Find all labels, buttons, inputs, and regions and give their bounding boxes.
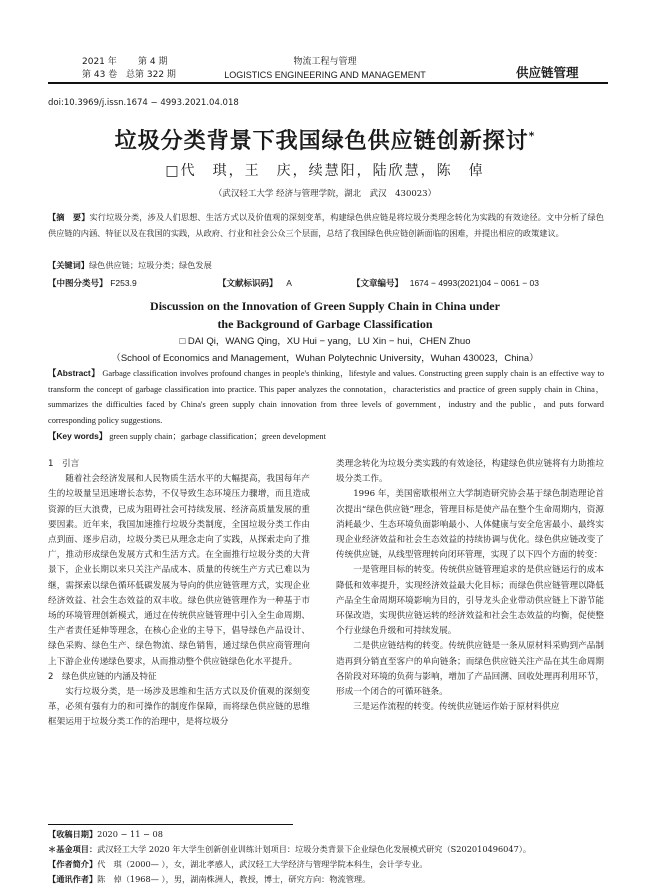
authors-cn: □代 琪，王 庆，续慧阳，陆欣慧，陈 倬 [165,163,485,179]
body-paragraph: 类理念转化为垃圾分类实践的有效途径，构建绿色供应链将有力助推垃圾分类工作。 [336,459,604,485]
body-paragraph: 1996 年，美国密歇根州立大学制造研究协会基于绿色制造理论首次提出“绿色供应链”理念，管理目标是使产品在整个生命周期内，资源消耗最少、生态环境负面影响最小、人体健康与安全危害最小、最终实现企业经济效益和社会生态效益的持续协调与优化。绿色供应链改变了传统供应链，从线型管理转向闭环管理，实现了以下四个方面的转变： [336,489,604,561]
received-label: 【收稿日期】 [48,829,98,839]
title-cn [0,124,650,155]
corr-label: 【通讯作者】 [48,874,98,884]
fund-label: ＊基金项目： [48,844,98,854]
abstract-en-text: Garbage classification involves profound changes in people's thinking，lifestyle and values. Constructing green supply chain is an effective way to transform the concept of garbage classification into practice. This paper analyzes the connotation，characteristics and practice of green supply chain in China，summarizes the difficulties faced by China's green supply chain innovation from three levels of government，industry and the public，and puts forward corresponding policy suggestions. [48,369,605,425]
doc-code-value: A [286,278,292,288]
clc-label: 【中图分类号】 [48,279,108,289]
body-right-column [336,457,604,715]
article-no-value: 1674 − 4993(2021)04 − 0061 − 03 [409,278,539,288]
meta-doc-code [218,277,292,289]
section-heading-1: 1 引言 [48,459,80,469]
keywords-cn-label: 【关键词】 [48,260,89,270]
keywords-en-label: 【Key words】 [48,431,108,441]
body-paragraph: 随着社会经济发展和人民物质生活水平的大幅提高，我国每年产生的垃圾量呈迅速增长态势，不仅导致生态环境压力骤增，而且造成资源的巨大浪费，已成为阻碍社会可持续发展、经济高质量发展的重要因素。近年来，我国加速推行垃圾分类制度，全国垃圾分类工作由点到面、逐步启动，垃圾分类已从理念走向了实践，从探索走向了推广，推动形成绿色发展方式和生活方式。在全面推行垃圾分类的大背景下，企业长期以来只关注产品成本、质量的传统生产方式已难以为继，需探索以绿色循环低碳发展为导向的供应链管理方式，实现企业经济效益、社会生态效益的双丰收。绿色供应链管理作为一种基于市场的环境管理创新模式，通过在传统供应链管理中引入全生命周期、生产者责任延伸等理念，在核心企业的主导下，倡导绿色产品设计、绿色采购、绿色生产、绿色物流、绿色销售，通过绿色供应商管理向上下游企业传递绿色要求，从而推动整个供应链绿色化水平提升。 [48,474,310,667]
title-en-line1: Discussion on the Innovation of Green Supply Chain in China under [150,299,500,313]
keywords-cn [48,258,604,274]
body-left-column [48,457,310,731]
body-paragraph: 一是管理目标的转变。传统供应链管理追求的是供应链运行的成本降低和效率提升，实现经济效益最大化目标；而绿色供应链管理以降低产品全生命周期环境影响为目的，引导龙头企业带动供应链上下游节能环保改造，实现供应链运转的经济效益和社会生态效益的均衡，促使整个行业绿色升级和可持续发展。 [336,565,604,637]
section-label: 供应链管理 [516,65,579,80]
fund-text: 武汉轻工大学 2020 年大学生创新创业训练计划项目：垃圾分类背景下企业绿色化发展模式研究（S202010496047）。 [97,844,532,854]
author-label: 【作者简介】 [48,859,98,869]
footnote-rule [48,824,293,825]
body-paragraph: 二是供应链结构的转变。传统供应链是一条从原材料采购到产品制造再到分销直至客户的单向链条；而绿色供应链关注产品在其生命周期各阶段对环境的负荷与影响，增加了产品回溯、回收处理再利用环节，形成一个闭合的可循环链条。 [336,641,604,698]
journal-name-cn: 物流工程与管理 [293,57,357,67]
header-total-issue: 总第 322 期 [126,70,176,80]
doc-code-label: 【文献标识码】 [218,279,278,289]
title-en-line2: the Background of Garbage Classification [217,317,433,331]
footnote-fund [48,842,604,857]
title-footnote-mark: * [528,129,536,143]
header-year: 2021 年 [82,57,117,67]
abstract-en-label: 【Abstract】 [48,368,100,378]
section-heading-2: 2 绿色供应链的内涵及特征 [48,671,157,682]
affiliation-en: （School of Economics and Management，Wuhan Polytechnic University，Wuhan 430023，China） [111,353,539,364]
corr-text: 陈 倬（1968— ），男，湖南株洲人，教授，博士，研究方向：物流管理。 [97,874,371,884]
received-date: 2020 − 11 − 08 [97,829,163,839]
keywords-en-text: green supply chain；garbage classification；green development [107,432,326,441]
authors-en: □ DAI Qi，WANG Qing，XU Hui − yang，LU Xin − hui，CHEN Zhuo [179,336,471,347]
journal-name-en: LOGISTICS ENGINEERING AND MANAGEMENT [224,70,426,80]
header-issue: 第 4 期 [138,57,168,67]
author-text: 代 琪（2000— ），女，湖北孝感人，武汉轻工大学经济与管理学院本科生，会计学专业。 [97,859,428,869]
header-rule [48,82,608,84]
keywords-en [48,429,604,445]
affiliation-cn: （武汉轻工大学 经济与管理学院，湖北 武汉 430023） [213,189,437,199]
abstract-cn-label: 【摘 要】 [48,212,90,222]
title-cn-text: 垃圾分类背景下我国绿色供应链创新探讨 [114,129,529,154]
keywords-cn-text: 绿色供应链；垃圾分类；绿色发展 [88,260,212,270]
abstract-cn [48,210,604,241]
meta-article-no [352,277,539,289]
doi: doi:10.3969/j.issn.1674 − 4993.2021.04.018 [48,98,239,108]
footnote-received [48,827,604,842]
abstract-en [48,366,604,428]
meta-clc [48,277,137,289]
body-paragraph: 实行垃圾分类，是一场涉及思维和生活方式以及价值观的深刻变革，必须有强有力的和可操作的制度作保障，而将绿色供应链的思维框架运用于垃圾分类工作的治理中，是将垃圾分 [48,687,310,728]
clc-value: F253.9 [110,278,137,288]
footnote-author [48,857,604,872]
footnotes [48,827,604,887]
article-no-label: 【文章编号】 [352,279,404,289]
footnote-corresponding [48,872,604,887]
body-paragraph: 三是运作流程的转变。传统供应链运作始于原材料供应 [353,702,560,713]
abstract-cn-text: 实行垃圾分类，涉及人们思想、生活方式以及价值观的深刻变革，构建绿色供应链是将垃圾分类理念转化为实践的有效途径。文中分析了绿色供应链的内涵、特征以及在我国的实践，从政府、行业和社会公众三个层面，总结了我国绿色供应链创新面临的困难，并提出相应的政策建议。 [48,212,604,238]
header-volume: 第 43 卷 [82,70,118,80]
